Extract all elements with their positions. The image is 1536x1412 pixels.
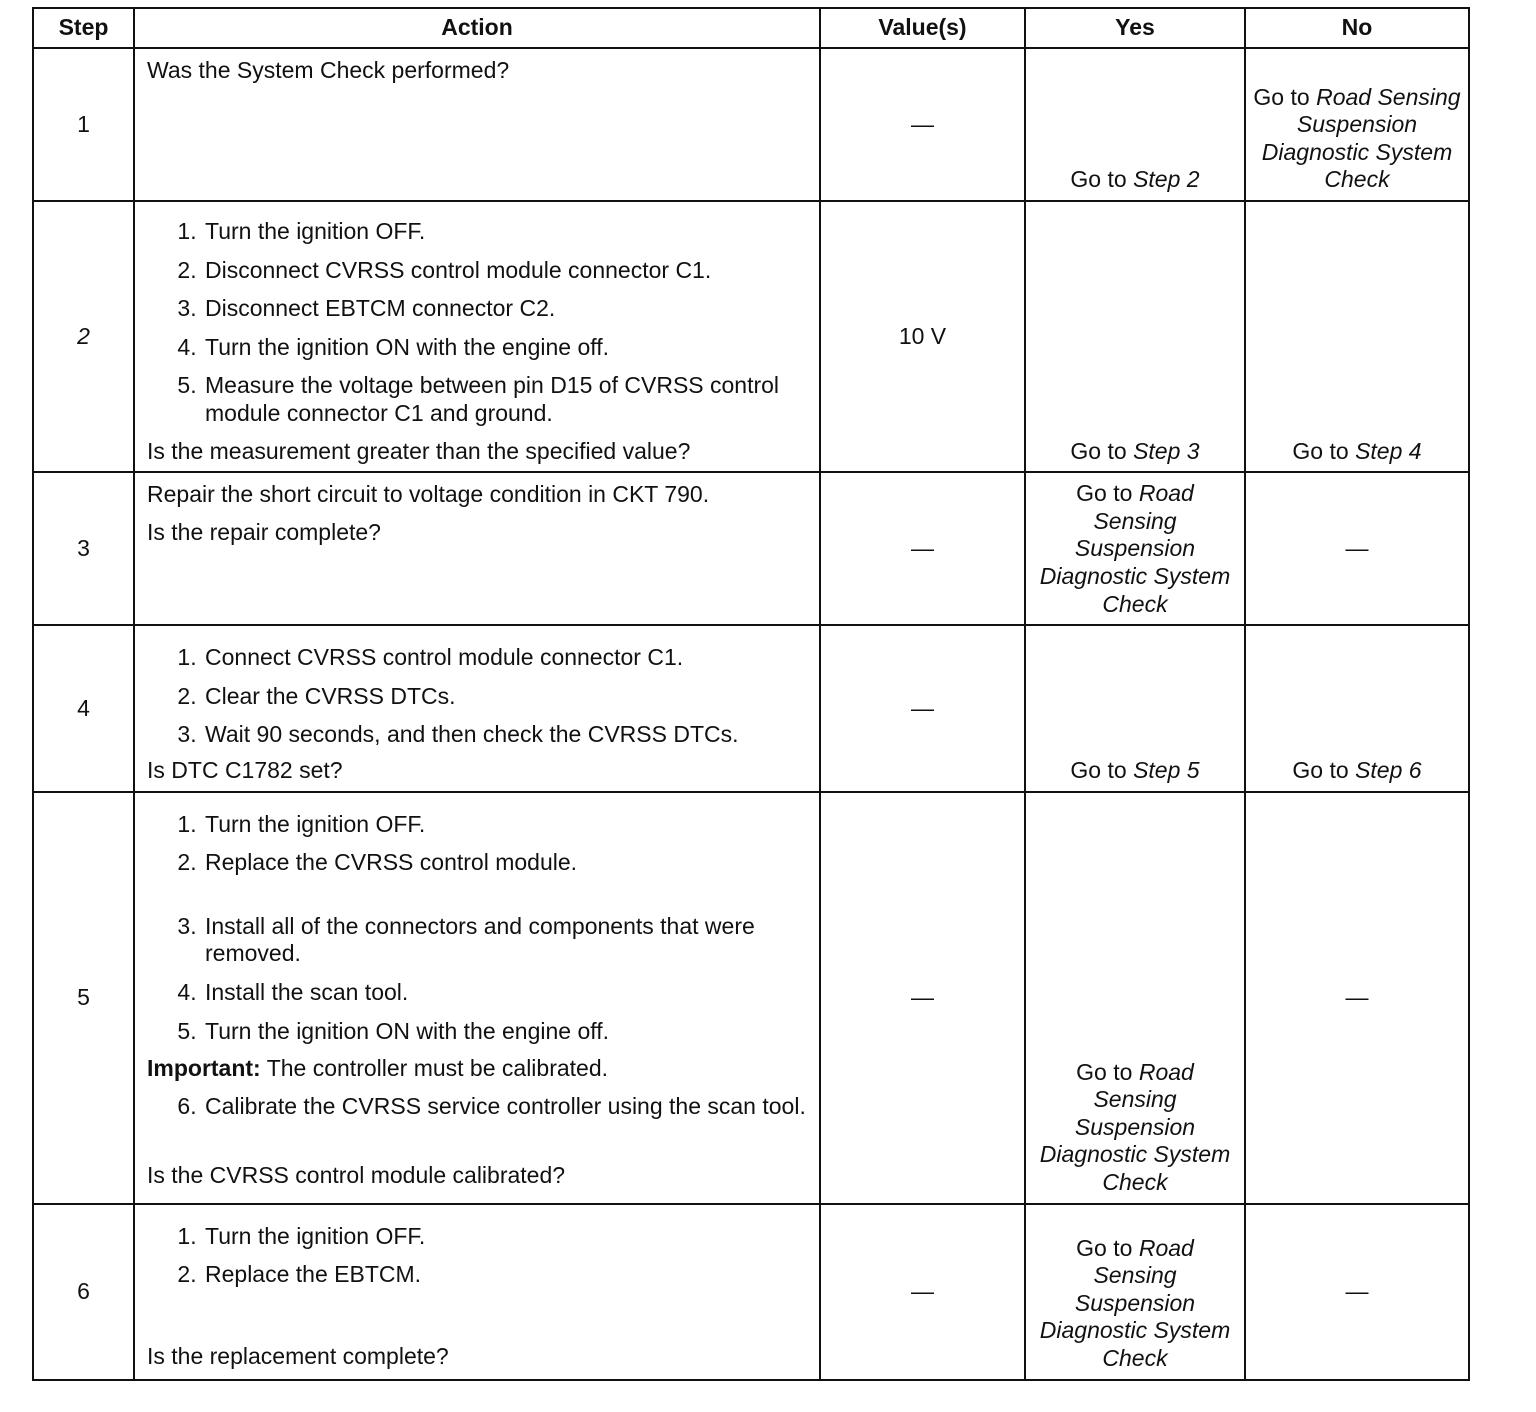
step-number: 4 [33,625,134,791]
action-question: Is DTC C1782 set? [147,756,343,783]
goto-target: Step 2 [1133,166,1200,193]
table-row [33,625,1469,791]
header-no: No [1245,8,1469,48]
value-cell: — [820,472,1025,625]
diagnostic-table [32,7,1470,1381]
yes-cell [1025,792,1245,1204]
step-number: 2 [33,201,134,472]
no-cell [1245,201,1469,472]
step-number: 5 [33,792,134,1204]
action-question: Is the CVRSS control module calibrated? [147,1162,566,1189]
action-cell [134,792,820,1204]
action-question: Is the measurement greater than the specified value? [147,437,691,464]
action-step: 2. Replace the EBTCM. [203,1261,809,1289]
goto-target: Step 5 [1133,756,1200,783]
action-step: 1. Turn the ignition OFF. [203,811,809,839]
action-cell [134,1204,820,1380]
goto-target: Road Sensing Suspension Diagnostic System Check [1039,1058,1231,1195]
action-steps [147,218,809,428]
table-row [33,48,1469,201]
action-cell [134,472,820,625]
no-cell: — [1245,792,1469,1204]
goto-prefix: Go to [1253,83,1310,110]
table-row [33,792,1469,1204]
value-cell: — [820,1204,1025,1380]
action-steps [147,644,809,749]
step-number: 3 [33,472,134,625]
action-step: 5. Turn the ignition ON with the engine off. [203,1018,809,1046]
action-step: 4. Turn the ignition ON with the engine off. [203,334,809,362]
goto-prefix: Go to [1292,437,1349,464]
header-yes: Yes [1025,8,1245,48]
yes-cell [1025,201,1245,472]
step-number: 6 [33,1204,134,1380]
yes-cell [1025,48,1245,201]
goto-prefix: Go to [1076,1058,1133,1085]
important-note [147,1055,809,1083]
action-cell [134,625,820,791]
no-cell [1245,625,1469,791]
goto-prefix: Go to [1076,1234,1133,1261]
yes-cell [1025,625,1245,791]
goto-prefix: Go to [1070,166,1127,193]
step-number: 1 [33,48,134,201]
goto-prefix: Go to [1070,437,1127,464]
action-cell [134,201,820,472]
action-step: 2. Replace the CVRSS control module. [203,849,809,877]
goto-prefix: Go to [1070,756,1127,783]
action-step: 1. Connect CVRSS control module connector C1. [203,644,809,672]
action-step: 5. Measure the voltage between pin D15 of CVRSS control module connector C1 and ground. [203,372,809,427]
goto-target: Step 6 [1355,756,1422,783]
action-steps [147,811,809,1046]
action-step: 1. Turn the ignition OFF. [203,218,809,246]
important-label: Important: [147,1055,261,1082]
action-step: 2. Clear the CVRSS DTCs. [203,683,809,711]
action-steps [147,1223,809,1289]
yes-cell [1025,472,1245,625]
action-step: 2. Disconnect CVRSS control module connector C1. [203,257,809,285]
header-step: Step [33,8,134,48]
header-row [33,8,1469,48]
goto-target: Step 4 [1355,437,1422,464]
action-step: 3. Install all of the connectors and components that were removed. [203,913,809,968]
goto-target: Step 3 [1133,437,1200,464]
value-cell: — [820,625,1025,791]
important-text: The controller must be calibrated. [260,1055,609,1082]
table-row [33,1204,1469,1380]
goto-prefix: Go to [1292,756,1349,783]
goto-target: Road Sensing Suspension Diagnostic System Check [1261,83,1461,193]
table-row [33,201,1469,472]
action-step: 3. Wait 90 seconds, and then check the CVRSS DTCs. [203,721,809,749]
value-cell: 10 V [820,201,1025,472]
yes-cell [1025,1204,1245,1380]
table-row [33,472,1469,625]
action-cell [134,48,820,201]
action-question: Is the replacement complete? [147,1342,449,1369]
value-cell: — [820,792,1025,1204]
header-values: Value(s) [820,8,1025,48]
action-step: 1. Turn the ignition OFF. [203,1223,809,1251]
action-question: Was the System Check performed? [147,57,510,83]
header-action: Action [134,8,820,48]
action-step: 3. Disconnect EBTCM connector C2. [203,295,809,323]
no-cell: — [1245,1204,1469,1380]
value-cell: — [820,48,1025,201]
action-question: Is the repair complete? [147,518,381,545]
action-step: 4. Install the scan tool. [203,979,809,1007]
goto-target: Road Sensing Suspension Diagnostic System Check [1039,1234,1231,1371]
no-cell [1245,48,1469,201]
action-steps [147,1093,809,1121]
no-cell: — [1245,472,1469,625]
action-line: Repair the short circuit to voltage condition in CKT 790. [147,481,710,508]
goto-prefix: Go to [1076,480,1133,507]
goto-target: Road Sensing Suspension Diagnostic System Check [1039,480,1231,617]
action-step: 6. Calibrate the CVRSS service controller using the scan tool. [203,1093,809,1121]
